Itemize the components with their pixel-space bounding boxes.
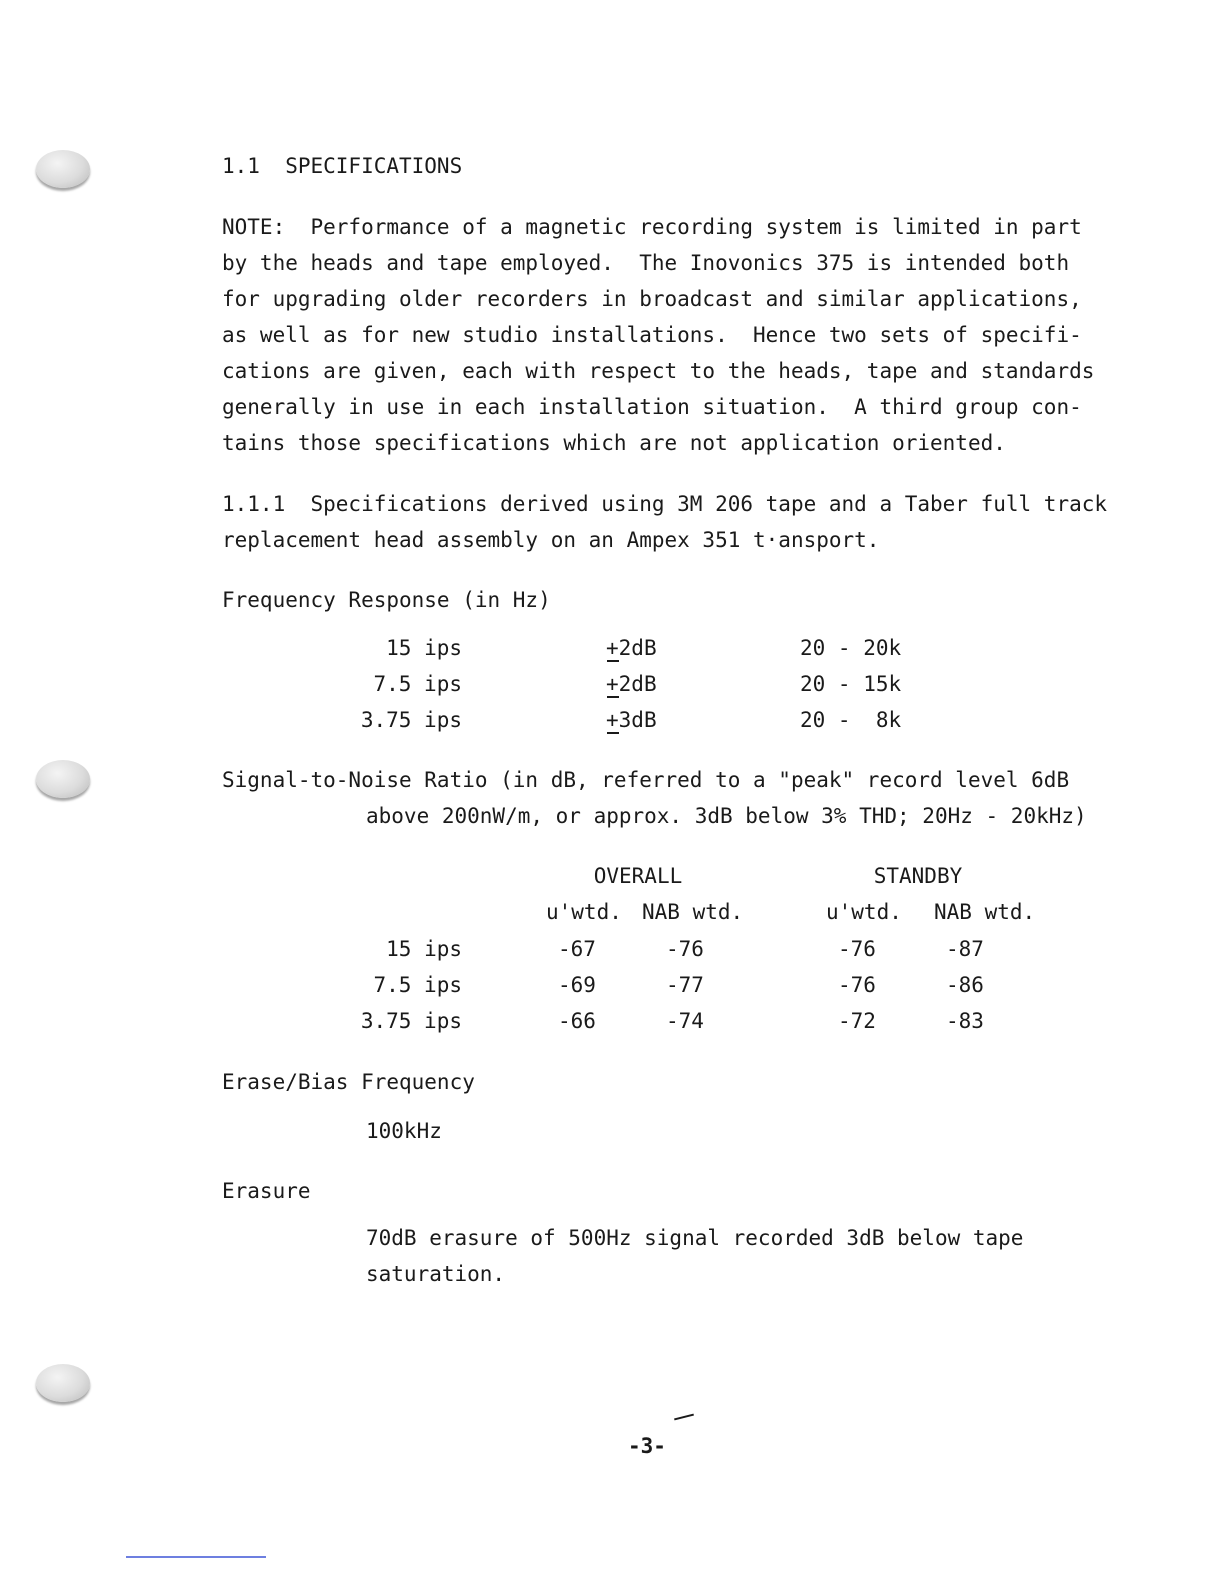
freq-speed-cell: 7.5 ips <box>373 672 462 696</box>
freq-tolerance-cell: +2dB <box>606 630 657 666</box>
binder-hole-middle <box>36 760 90 798</box>
snr-value-cell: -86 <box>946 973 984 997</box>
snr-col-standby-nab: NAB wtd. <box>934 900 1036 924</box>
snr-group-overall: OVERALL <box>593 864 683 888</box>
snr-value-cell: -76 <box>666 937 704 961</box>
note-line: by the heads and tape employed. The Inovonics 375 is intended both <box>222 251 1070 275</box>
binder-hole-top <box>36 150 90 188</box>
snr-speed-cell: 7.5 ips <box>373 973 462 997</box>
binder-hole-bottom <box>36 1364 90 1402</box>
plus-minus-sign: + <box>606 630 619 666</box>
freq-speed-cell: 3.75 ips <box>360 708 462 732</box>
erase-bias-title: Erase/Bias Frequency <box>222 1070 475 1094</box>
scan-artifact-line <box>126 1556 266 1558</box>
snr-value-cell: -76 <box>838 973 876 997</box>
note-paragraph <box>222 209 1095 461</box>
erasure-title: Erasure <box>222 1179 311 1203</box>
note-line: generally in use in each installation situation. A third group con- <box>222 395 1082 419</box>
snr-value-cell: -66 <box>558 1009 596 1033</box>
note-line: tains those specifications which are not application oriented. <box>222 431 1006 455</box>
plus-minus-sign: + <box>606 702 619 738</box>
note-line: for upgrading older recorders in broadcast and similar applications, <box>222 287 1082 311</box>
snr-value-cell: -83 <box>946 1009 984 1033</box>
snr-col-overall-unwtd: u'wtd. <box>546 900 622 924</box>
snr-col-overall-nab: NAB wtd. <box>642 900 744 924</box>
snr-value-cell: -72 <box>838 1009 876 1033</box>
note-line: cations are given, each with respect to the heads, tape and standards <box>222 359 1095 383</box>
erasure-line1: 70dB erasure of 500Hz signal recorded 3dB below tape <box>366 1226 1024 1250</box>
note-line: as well as for new studio installations. Hence two sets of specifi- <box>222 323 1082 347</box>
pen-mark <box>674 1414 694 1421</box>
freq-range-cell: 20 - 15k <box>800 672 902 696</box>
snr-value-cell: -67 <box>558 937 596 961</box>
snr-value-cell: -87 <box>946 937 984 961</box>
erasure-line2: saturation. <box>366 1262 506 1286</box>
erase-bias-value: 100kHz <box>366 1119 442 1143</box>
snr-value-cell: -77 <box>666 973 704 997</box>
snr-col-standby-unwtd: u'wtd. <box>826 900 902 924</box>
snr-value-cell: -76 <box>838 937 876 961</box>
snr-speed-cell: 3.75 ips <box>360 1009 462 1033</box>
snr-value-cell: -69 <box>558 973 596 997</box>
freq-tolerance-cell: +3dB <box>606 702 657 738</box>
freq-response-title: Frequency Response (in Hz) <box>222 588 551 612</box>
snr-title-line2: above 200nW/m, or approx. 3dB below 3% THD; 20Hz - 20kHz) <box>366 804 1087 828</box>
subsection-paragraph <box>222 486 1108 558</box>
freq-speed-cell: 15 ips <box>386 636 462 660</box>
page-number: -3- <box>628 1434 666 1458</box>
subsection-line: replacement head assembly on an Ampex 351 t·ansport. <box>222 528 880 552</box>
snr-speed-cell: 15 ips <box>386 937 462 961</box>
snr-value-cell: -74 <box>666 1009 704 1033</box>
snr-title-line1: Signal-to-Noise Ratio (in dB, referred to a "peak" record level 6dB <box>222 768 1070 792</box>
section-heading: 1.1 SPECIFICATIONS <box>222 154 463 178</box>
snr-group-standby: STANDBY <box>873 864 963 888</box>
plus-minus-sign: + <box>606 666 619 702</box>
freq-tolerance-cell: +2dB <box>606 666 657 702</box>
freq-range-cell: 20 - 8k <box>800 708 902 732</box>
freq-range-cell: 20 - 20k <box>800 636 902 660</box>
note-line: NOTE: Performance of a magnetic recording system is limited in part <box>222 215 1082 239</box>
subsection-line: 1.1.1 Specifications derived using 3M 206 tape and a Taber full track <box>222 492 1108 516</box>
